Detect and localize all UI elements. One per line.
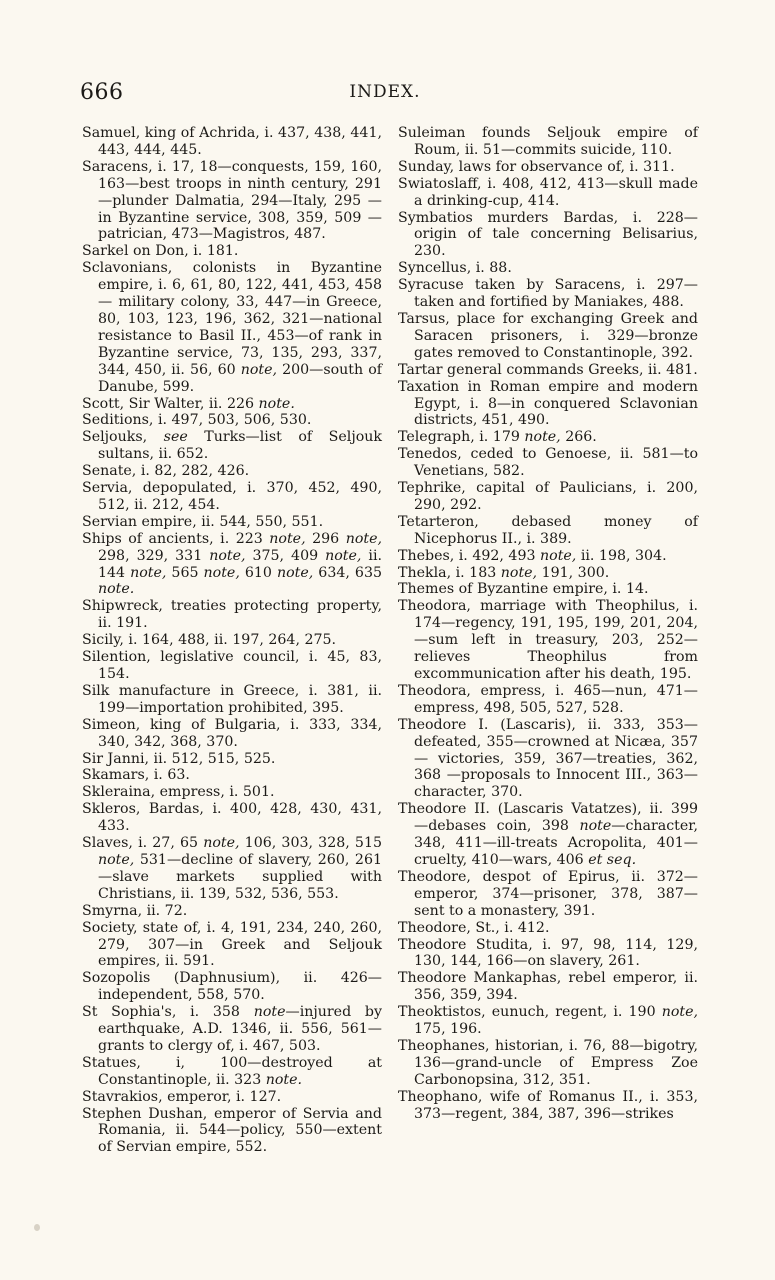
index-entry: Stavrakios, emperor, i. 127. bbox=[82, 1088, 282, 1105]
index-entry: Thebes, i. 492, 493 note, ii. 198, 304. bbox=[398, 547, 667, 564]
index-entry: Skamars, i. 63. bbox=[82, 767, 190, 784]
index-entry: Theodore, despot of Epirus, ii. 372— emperor, 374—prisoner, 378, 387— sent to a monastery, 391. bbox=[398, 868, 698, 919]
index-entry: Skleraina, empress, i. 501. bbox=[82, 784, 275, 801]
index-entry: Saracens, i. 17, 18—conquests, 159, 160, 163—best troops in ninth century, 291 —plunder Dalmatia, 294—Italy, 295 —in Byzantine service, 308, 359, 509 —patrician, 473—Magistros, 487. bbox=[82, 158, 382, 243]
page-number: 666 bbox=[80, 80, 124, 105]
index-entry: Syracuse taken by Saracens, i. 297— taken and fortified by Maniakes, 488. bbox=[398, 277, 698, 311]
index-entry: Skleros, Bardas, i. 400, 428, 430, 431, 433. bbox=[82, 801, 382, 835]
index-entry: Tephrike, capital of Paulicians, i. 200, 290, 292. bbox=[398, 480, 698, 513]
index-entry: Thekla, i. 183 note, 191, 300. bbox=[398, 564, 610, 581]
index-entry: Tetarteron, debased money of Nicephorus II., i. 389. bbox=[398, 513, 698, 547]
index-entry: Tartar general commands Greeks, ii. 481. bbox=[398, 361, 698, 378]
index-entry: Simeon, king of Bulgaria, i. 333, 334, 340, 342, 368, 370. bbox=[82, 716, 382, 750]
index-entry: Syncellus, i. 88. bbox=[398, 260, 512, 277]
index-entry: Slaves, i. 27, 65 note, 106, 303, 328, 515 note, 531—decline of slavery, 260, 261 —slave markets supplied with Christians, ii. 139, 532, 536, 553. bbox=[82, 835, 382, 902]
index-column-left bbox=[82, 125, 382, 1156]
index-entry: Telegraph, i. 179 note, 266. bbox=[398, 429, 597, 446]
index-entry: Shipwreck, treaties protecting property, ii. 191. bbox=[82, 598, 382, 632]
index-entry: Stephen Dushan, emperor of Servia and Romania, ii. 544—policy, 550—extent of Servian empire, 552. bbox=[82, 1105, 382, 1156]
index-entry: Taxation in Roman empire and modern Egypt, i. 8—in conquered Sclavonian districts, 451, 490. bbox=[398, 378, 698, 429]
index-entry: Ships of ancients, i. 223 note, 296 note, 298, 329, 331 note, 375, 409 note, ii. 144 note, 565 note, 610 note, 634, 635 note. bbox=[82, 530, 382, 598]
index-entry: Seditions, i. 497, 503, 506, 530. bbox=[82, 412, 312, 429]
index-entry: Servian empire, ii. 544, 550, 551. bbox=[82, 513, 324, 530]
index-entry: Theodora, empress, i. 465—nun, 471— empress, 498, 505, 527, 528. bbox=[398, 682, 698, 716]
index-entry: Sozopolis (Daphnusium), ii. 426—independent, 558, 570. bbox=[82, 970, 382, 1004]
index-entry: Theodore, St., i. 412. bbox=[398, 919, 550, 936]
index-entry: St Sophia's, i. 358 note—injured by earthquake, A.D. 1346, ii. 556, 561—grants to clergy of, i. 467, 503. bbox=[82, 1004, 383, 1054]
index-entry: Servia, depopulated, i. 370, 452, 490, 512, ii. 212, 454. bbox=[82, 480, 382, 513]
index-entry: Swiatoslaff, i. 408, 412, 413—skull made a drinking-cup, 414. bbox=[398, 175, 698, 209]
index-entry: Sir Janni, ii. 512, 515, 525. bbox=[82, 750, 276, 767]
index-entry: Silk manufacture in Greece, i. 381, ii. 199—importation prohibited, 395. bbox=[82, 682, 382, 716]
paper-blemish bbox=[34, 1224, 40, 1231]
index-entry: Theodore Studita, i. 97, 98, 114, 129, 130, 144, 166—on slavery, 261. bbox=[398, 936, 698, 970]
index-entry: Suleiman founds Seljouk empire of Roum, ii. 51—commits suicide, 110. bbox=[398, 125, 698, 158]
index-entry: Silention, legislative council, i. 45, 83, 154. bbox=[82, 649, 382, 682]
index-entry: Theodore II. (Lascaris Vatatzes), ii. 399 —debases coin, 398 note—character, 348, 411—ill-treats Acropolita, 401— cruelty, 410—wars, 406 et seq. bbox=[398, 801, 698, 868]
index-entry: Theodore Mankaphas, rebel emperor, ii. 356, 359, 394. bbox=[398, 970, 698, 1004]
index-entry: Tarsus, place for exchanging Greek and Saracen prisoners, i. 329—bronze gates removed to Constantinople, 392. bbox=[398, 310, 698, 361]
index-entry: Tenedos, ceded to Genoese, ii. 581—to Venetians, 582. bbox=[398, 446, 698, 480]
index-entry: Themes of Byzantine empire, i. 14. bbox=[398, 581, 649, 598]
index-entry: Sunday, laws for observance of, i. 311. bbox=[398, 158, 675, 175]
index-entry: Senate, i. 82, 282, 426. bbox=[82, 463, 250, 480]
index-column-right bbox=[398, 125, 698, 1122]
index-entry: Seljouks, see Turks—list of Seljouk sultans, ii. 652. bbox=[82, 429, 382, 463]
index-entry: Society, state of, i. 4, 191, 234, 240, 260, 279, 307—in Greek and Seljouk empires, ii. 591. bbox=[82, 919, 382, 970]
index-entry: Theophanes, historian, i. 76, 88—bigotry, 136—grand-uncle of Empress Zoe Carbonopsina, 312, 351. bbox=[398, 1037, 698, 1088]
index-entry: Sclavonians, colonists in Byzantine empire, i. 6, 61, 80, 122, 441, 453, 458— military colony, 33, 447—in Greece, 80, 103, 123, 196, 362, 321—national resistance to Basil II., 453—of rank in Byzantine service, 73, 135, 293, 337, 344, 450, ii. 56, 60 note, 200—south of Danube, 599. bbox=[82, 260, 382, 395]
index-entry: Theoktistos, eunuch, regent, i. 190 note, 175, 196. bbox=[398, 1004, 698, 1038]
index-entry: Symbatios murders Bardas, i. 228—origin of tale concerning Belisarius, 230. bbox=[398, 209, 698, 260]
index-entry: Samuel, king of Achrida, i. 437, 438, 441, 443, 444, 445. bbox=[82, 125, 382, 158]
index-entry: Theodora, marriage with Theophilus, i. 174—regency, 191, 195, 199, 201, 204, —sum left in treasury, 203, 252—relieves Theophilus from excommunication after his death, 195. bbox=[398, 598, 698, 682]
index-entry: Smyrna, ii. 72. bbox=[82, 902, 188, 919]
index-entry: Scott, Sir Walter, ii. 226 note. bbox=[82, 395, 295, 412]
index-entry: Theophano, wife of Romanus II., i. 353, 373—regent, 384, 387, 396—strikes bbox=[398, 1088, 698, 1122]
index-entry: Statues, i, 100—destroyed at Constantinople, ii. 323 note. bbox=[82, 1054, 382, 1088]
index-entry: Theodore I. (Lascaris), ii. 333, 353—defeated, 355—crowned at Nicæa, 357— victories, 359, 367—treaties, 362, 368 —proposals to Innocent III., 363— character, 370. bbox=[398, 716, 698, 801]
running-head: INDEX. bbox=[349, 82, 421, 102]
index-entry: Sicily, i. 164, 488, ii. 197, 264, 275. bbox=[82, 632, 337, 649]
index-entry: Sarkel on Don, i. 181. bbox=[82, 243, 239, 260]
